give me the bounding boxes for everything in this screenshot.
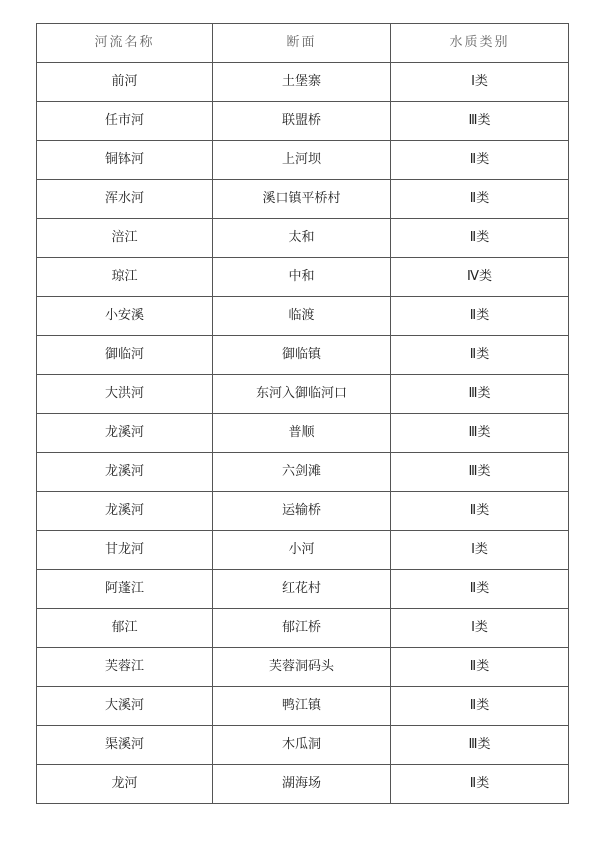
river-name-cell: 龙溪河 — [37, 453, 213, 492]
river-name-cell: 郁江 — [37, 609, 213, 648]
river-name-cell: 龙溪河 — [37, 492, 213, 531]
section-cell: 联盟桥 — [213, 102, 391, 141]
table-row — [37, 765, 569, 804]
table-row — [37, 726, 569, 765]
section-cell: 木瓜洞 — [213, 726, 391, 765]
section-cell: 红花村 — [213, 570, 391, 609]
section-cell: 溪口镇平桥村 — [213, 180, 391, 219]
section-cell: 六剑滩 — [213, 453, 391, 492]
table-row — [37, 297, 569, 336]
section-cell: 临渡 — [213, 297, 391, 336]
river-name-cell: 龙溪河 — [37, 414, 213, 453]
table-row — [37, 258, 569, 297]
water-quality-class-cell: Ⅱ类 — [391, 180, 569, 219]
water-quality-class-cell: Ⅲ类 — [391, 102, 569, 141]
water-quality-class-cell: Ⅱ类 — [391, 492, 569, 531]
section-cell: 上河坝 — [213, 141, 391, 180]
section-cell: 鸭江镇 — [213, 687, 391, 726]
table-row — [37, 414, 569, 453]
section-cell: 土堡寨 — [213, 63, 391, 102]
water-quality-table — [36, 23, 569, 804]
water-quality-class-cell: Ⅱ类 — [391, 648, 569, 687]
header-row — [37, 24, 569, 63]
section-cell: 中和 — [213, 258, 391, 297]
river-name-cell: 渠溪河 — [37, 726, 213, 765]
water-quality-class-cell: Ⅱ类 — [391, 570, 569, 609]
table-header — [37, 24, 569, 63]
water-quality-class-cell: Ⅱ类 — [391, 141, 569, 180]
river-name-cell: 琼江 — [37, 258, 213, 297]
table-row — [37, 219, 569, 258]
section-cell: 运输桥 — [213, 492, 391, 531]
header-water-quality-class: 水质类别 — [391, 24, 569, 63]
table-row — [37, 609, 569, 648]
table-row — [37, 63, 569, 102]
section-cell: 小河 — [213, 531, 391, 570]
header-river-name: 河流名称 — [37, 24, 213, 63]
table-row — [37, 375, 569, 414]
water-quality-class-cell: Ⅱ类 — [391, 297, 569, 336]
section-cell: 东河入御临河口 — [213, 375, 391, 414]
water-quality-class-cell: Ⅲ类 — [391, 414, 569, 453]
table-row — [37, 453, 569, 492]
river-name-cell: 龙河 — [37, 765, 213, 804]
table-row — [37, 492, 569, 531]
river-name-cell: 阿蓬江 — [37, 570, 213, 609]
section-cell: 湖海场 — [213, 765, 391, 804]
table-row — [37, 336, 569, 375]
section-cell: 太和 — [213, 219, 391, 258]
header-section: 断面 — [213, 24, 391, 63]
section-cell: 郁江桥 — [213, 609, 391, 648]
water-quality-class-cell: Ⅲ类 — [391, 726, 569, 765]
section-cell: 御临镇 — [213, 336, 391, 375]
table-row — [37, 687, 569, 726]
table-row — [37, 180, 569, 219]
water-quality-class-cell: Ⅲ类 — [391, 453, 569, 492]
river-name-cell: 前河 — [37, 63, 213, 102]
table-row — [37, 648, 569, 687]
water-quality-class-cell: Ⅱ类 — [391, 219, 569, 258]
water-quality-class-cell: Ⅳ类 — [391, 258, 569, 297]
water-quality-class-cell: Ⅱ类 — [391, 336, 569, 375]
river-name-cell: 任市河 — [37, 102, 213, 141]
water-quality-class-cell: Ⅰ类 — [391, 531, 569, 570]
river-name-cell: 御临河 — [37, 336, 213, 375]
river-name-cell: 小安溪 — [37, 297, 213, 336]
table-row — [37, 570, 569, 609]
table-row — [37, 102, 569, 141]
river-name-cell: 大洪河 — [37, 375, 213, 414]
section-cell: 芙蓉洞码头 — [213, 648, 391, 687]
table-body — [37, 63, 569, 804]
water-quality-class-cell: Ⅱ类 — [391, 765, 569, 804]
table-row — [37, 141, 569, 180]
river-name-cell: 浑水河 — [37, 180, 213, 219]
river-name-cell: 大溪河 — [37, 687, 213, 726]
water-quality-table-container — [36, 23, 568, 804]
river-name-cell: 铜钵河 — [37, 141, 213, 180]
water-quality-class-cell: Ⅰ类 — [391, 63, 569, 102]
water-quality-class-cell: Ⅱ类 — [391, 687, 569, 726]
river-name-cell: 芙蓉江 — [37, 648, 213, 687]
table-row — [37, 531, 569, 570]
water-quality-class-cell: Ⅲ类 — [391, 375, 569, 414]
river-name-cell: 甘龙河 — [37, 531, 213, 570]
water-quality-class-cell: Ⅰ类 — [391, 609, 569, 648]
section-cell: 普顺 — [213, 414, 391, 453]
river-name-cell: 涪江 — [37, 219, 213, 258]
